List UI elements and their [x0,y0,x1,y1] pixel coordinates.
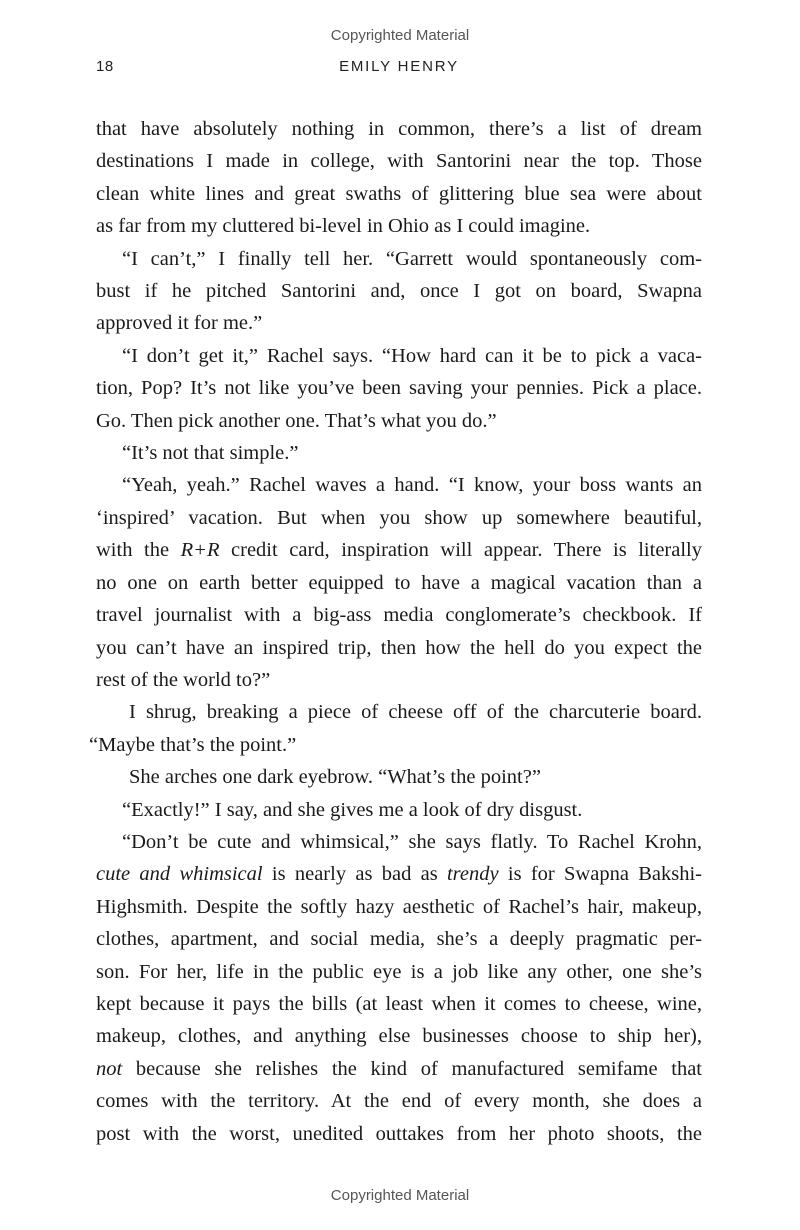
text-line: “Yeah, yeah.” Rachel waves a hand. “I know, your boss wants an [122,474,702,497]
page-number: 18 [96,58,114,75]
text-line: “It’s not that simple.” [122,442,299,465]
page-header [96,58,702,80]
body-text [89,113,702,1150]
text-line: “I don’t get it,” Rachel says. “How hard can it be to pick a vaca- [122,344,702,367]
paragraph [96,794,702,826]
text-line: as far from my cluttered bi-level in Ohio as I could imagine. [96,215,591,238]
text-run: because she relishes the kind of manufactured semifame that [122,1057,702,1080]
text-line: clean white lines and great swaths of glittering blue sea were about [96,182,702,205]
paragraph [96,761,702,793]
text-line [96,1053,702,1085]
text-line: Go. Then pick another one. That’s what you do.” [96,409,497,432]
text-run: is nearly as bad as [262,863,447,886]
paragraph [96,469,702,696]
text-line: travel journalist with a big-ass media conglomerate’s checkbook. If [96,604,702,627]
text-line: post with the worst, unedited outtakes from her photo shoots, the [96,1122,702,1145]
text-line: Highsmith. Despite the softly hazy aesthetic of Rachel’s hair, makeup, [96,895,702,918]
text-run: with the [96,539,181,562]
text-line: comes with the territory. At the end of every month, she does a [96,1090,702,1113]
text-line [96,534,702,566]
text-line: bust if he pitched Santorini and, once I got on board, Swapna [96,280,702,303]
text-run: is for Swapna Bakshi- [498,863,702,886]
paragraph [89,696,702,761]
text-line: tion, Pop? It’s not like you’ve been saving your pennies. Pick a place. [96,377,702,400]
running-head-author: EMILY HENRY [339,58,459,75]
text-line: ‘inspired’ vacation. But when you show up somewhere beautiful, [96,506,702,529]
paragraph [96,340,702,437]
copyright-watermark-top: Copyrighted Material [330,27,470,44]
text-line: you can’t have an inspired trip, then how the hell do you expect the [96,636,702,659]
text-line: “Don’t be cute and whimsical,” she says flatly. To Rachel Krohn, [122,830,702,853]
text-line: kept because it pays the bills (at least when it comes to cheese, wine, [96,992,702,1015]
italic-text: not [96,1057,123,1080]
text-line: son. For her, life in the public eye is a job like any other, one she’s [96,960,702,983]
italic-text: R+R [180,539,220,562]
paragraph [96,113,702,243]
text-line: that have absolutely nothing in common, there’s a list of dream [96,118,702,140]
copyright-watermark-bottom: Copyrighted Material [330,1187,470,1204]
text-line: destinations I made in college, with Santorini near the top. Those [96,150,702,173]
text-line: no one on earth better equipped to have a magical vacation than a [96,571,702,594]
paragraph [96,826,702,1150]
text-line: rest of the world to?” [96,668,271,691]
paragraph [96,437,702,469]
paragraph [96,243,702,340]
text-run: credit card, inspiration will appear. There is literally [219,539,702,562]
italic-text: cute and whimsical [96,863,263,886]
italic-text: trendy [446,863,499,886]
text-line [96,858,702,890]
text-line: “Exactly!” I say, and she gives me a look of dry disgust. [122,798,583,821]
text-line: I shrug, breaking a piece of cheese off of the charcuterie board. [129,701,702,724]
text-line: makeup, clothes, and anything else businesses choose to ship her), [96,1025,702,1048]
text-line: clothes, apartment, and social media, she’s a deeply pragmatic per- [96,928,702,951]
text-line: She arches one dark eyebrow. “What’s the point?” [129,766,541,789]
text-line: approved it for me.” [96,312,263,335]
text-line: “Maybe that’s the point.” [89,733,297,756]
text-line: “I can’t,” I finally tell her. “Garrett would spontaneously com- [122,247,702,270]
